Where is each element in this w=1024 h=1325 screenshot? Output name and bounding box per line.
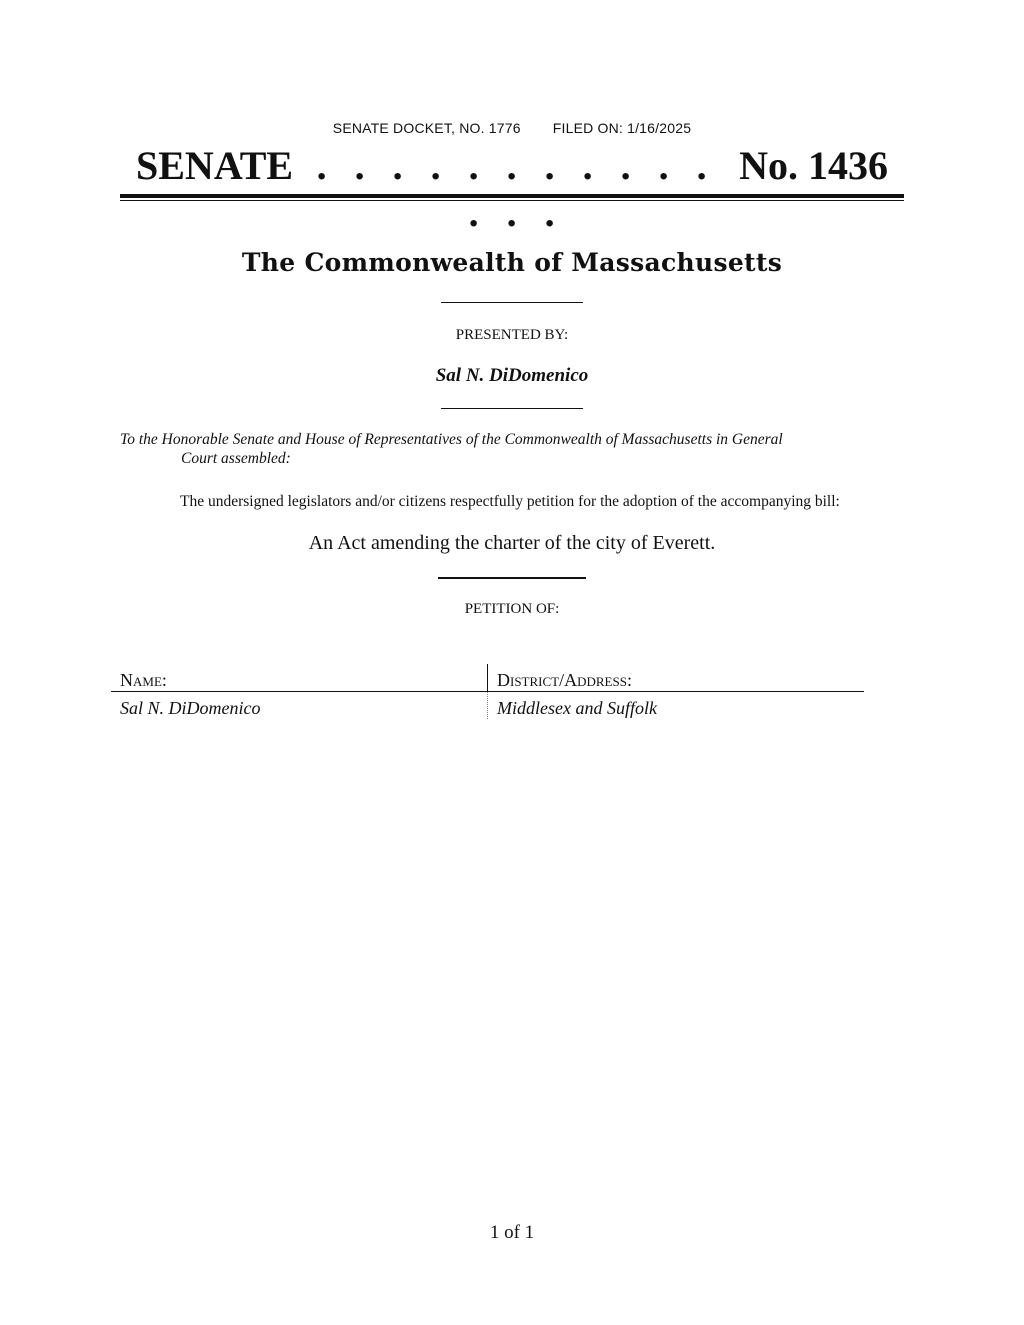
page-number: 1 of 1 <box>489 1222 535 1243</box>
presenter-name: Sal N. DiDomenico <box>435 365 589 386</box>
bill-number: No. 1436 <box>739 143 888 188</box>
docket-line <box>0 120 1024 136</box>
header-rule-thin <box>120 200 904 201</box>
header-rule-thick <box>120 194 904 198</box>
column-header-name: Name: <box>120 670 167 690</box>
commonwealth-title: The Commonwealth of Massachusetts <box>241 248 783 277</box>
column-header-district: District/Address: <box>487 664 864 691</box>
signers-table <box>111 664 864 719</box>
table-header-row <box>111 664 864 692</box>
chamber-name: SENATE <box>136 143 294 188</box>
divider-rule <box>441 408 583 409</box>
petition-of-label: PETITION OF: <box>464 601 560 617</box>
filed-date: FILED ON: 1/16/2025 <box>552 120 692 136</box>
leader-dots: . . . . . . . . . . . . . . <box>316 143 716 235</box>
signer-name: Sal N. DiDomenico <box>120 698 261 718</box>
address-line-2: Court assembled: <box>181 450 291 467</box>
act-title: An Act amending the charter of the city of Everett. <box>308 532 716 554</box>
presented-by-label: PRESENTED BY: <box>455 327 569 343</box>
divider-rule <box>438 577 586 579</box>
divider-rule <box>441 302 583 303</box>
bill-header <box>120 142 904 235</box>
signer-district: Middlesex and Suffolk <box>487 692 864 719</box>
table-row <box>111 692 864 719</box>
docket-number: SENATE DOCKET, NO. 1776 <box>332 120 521 136</box>
address-to-court <box>120 430 860 468</box>
address-line-1: To the Honorable Senate and House of Representatives of the Commonwealth of Massachusetts in General <box>120 431 783 448</box>
petition-text: The undersigned legislators and/or citizens respectfully petition for the adoption of the accompanying bill: <box>180 493 840 510</box>
